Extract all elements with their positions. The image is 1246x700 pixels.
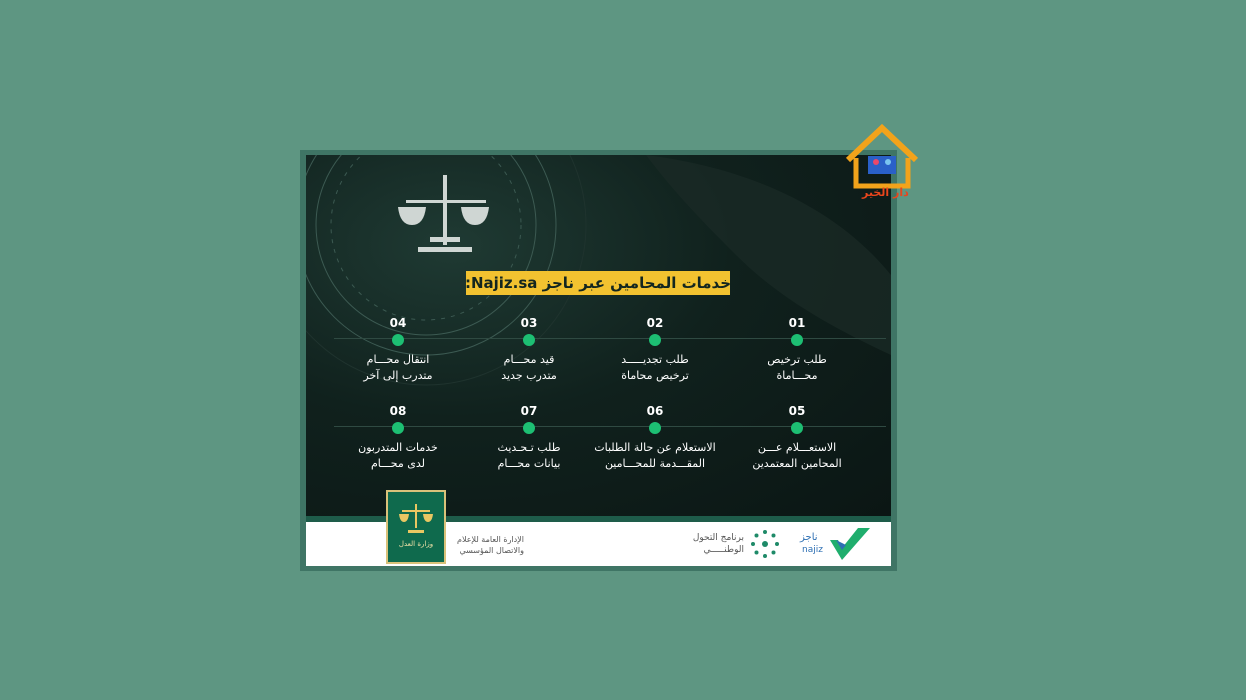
service-number: 07 (520, 404, 538, 418)
service-label: خدمات المتدربون لدى محـــام (358, 441, 438, 470)
najiz-logo-arabic: ناجز (800, 532, 818, 543)
service-label: الاستعلام عن حالة الطلبات المقـــدمة للمحـــامين (594, 441, 716, 470)
service-number: 04 (389, 316, 407, 330)
service-item-06[interactable] (585, 403, 725, 472)
najiz-logo-latin: najiz (802, 545, 823, 555)
service-item-03[interactable] (459, 315, 599, 384)
najiz-check-icon (828, 526, 872, 562)
service-number: 01 (788, 316, 806, 330)
scales-icon (398, 175, 489, 252)
service-dot (791, 422, 803, 434)
service-label: الاستعـــلام عـــن المحامين المعتمدين (752, 441, 842, 470)
service-item-02[interactable] (585, 315, 725, 384)
service-item-08[interactable] (328, 403, 468, 472)
ministry-of-justice-emblem (386, 490, 446, 564)
service-label: طلب ترخيص محـــاماة (767, 353, 827, 382)
service-item-07[interactable] (459, 403, 599, 472)
service-dot (791, 334, 803, 346)
footer-logos (306, 522, 891, 566)
service-number: 08 (389, 404, 407, 418)
service-item-01[interactable] (727, 315, 867, 384)
service-label: قيد محـــام متدرب جديد (501, 353, 557, 382)
service-number: 05 (788, 404, 806, 418)
service-item-05[interactable] (727, 403, 867, 472)
service-dot (523, 334, 535, 346)
media-department-label: الإدارة العامة للإعلام والاتصال المؤسسي (457, 535, 524, 555)
service-number: 02 (646, 316, 664, 330)
service-label: انتقال محـــام متدرب إلى آخر (363, 353, 433, 382)
service-dot (392, 422, 404, 434)
emblem-scales-icon (396, 502, 436, 538)
service-number: 03 (520, 316, 538, 330)
service-label: طلب تـحـديث بيانات محـــام (497, 441, 561, 470)
service-dot (523, 422, 535, 434)
service-label: طلب تجديـــــد ترخيص محاماة (621, 353, 689, 382)
watermark-text: دار الخير (862, 186, 909, 199)
infographic-hero (306, 155, 891, 516)
ministry-name: وزارة العدل (398, 540, 434, 548)
infographic-card (300, 150, 897, 571)
vision-program-label: برنامج التحول الوطنـــــي (692, 533, 744, 555)
vision-emblem-icon (749, 528, 781, 560)
services-title-banner (466, 271, 730, 295)
service-dot (392, 334, 404, 346)
service-dot (649, 334, 661, 346)
services-title: خدمات المحامين عبر ناجز Najiz.sa: (464, 274, 732, 292)
service-number: 06 (646, 404, 664, 418)
service-dot (649, 422, 661, 434)
service-item-04[interactable] (328, 315, 468, 384)
